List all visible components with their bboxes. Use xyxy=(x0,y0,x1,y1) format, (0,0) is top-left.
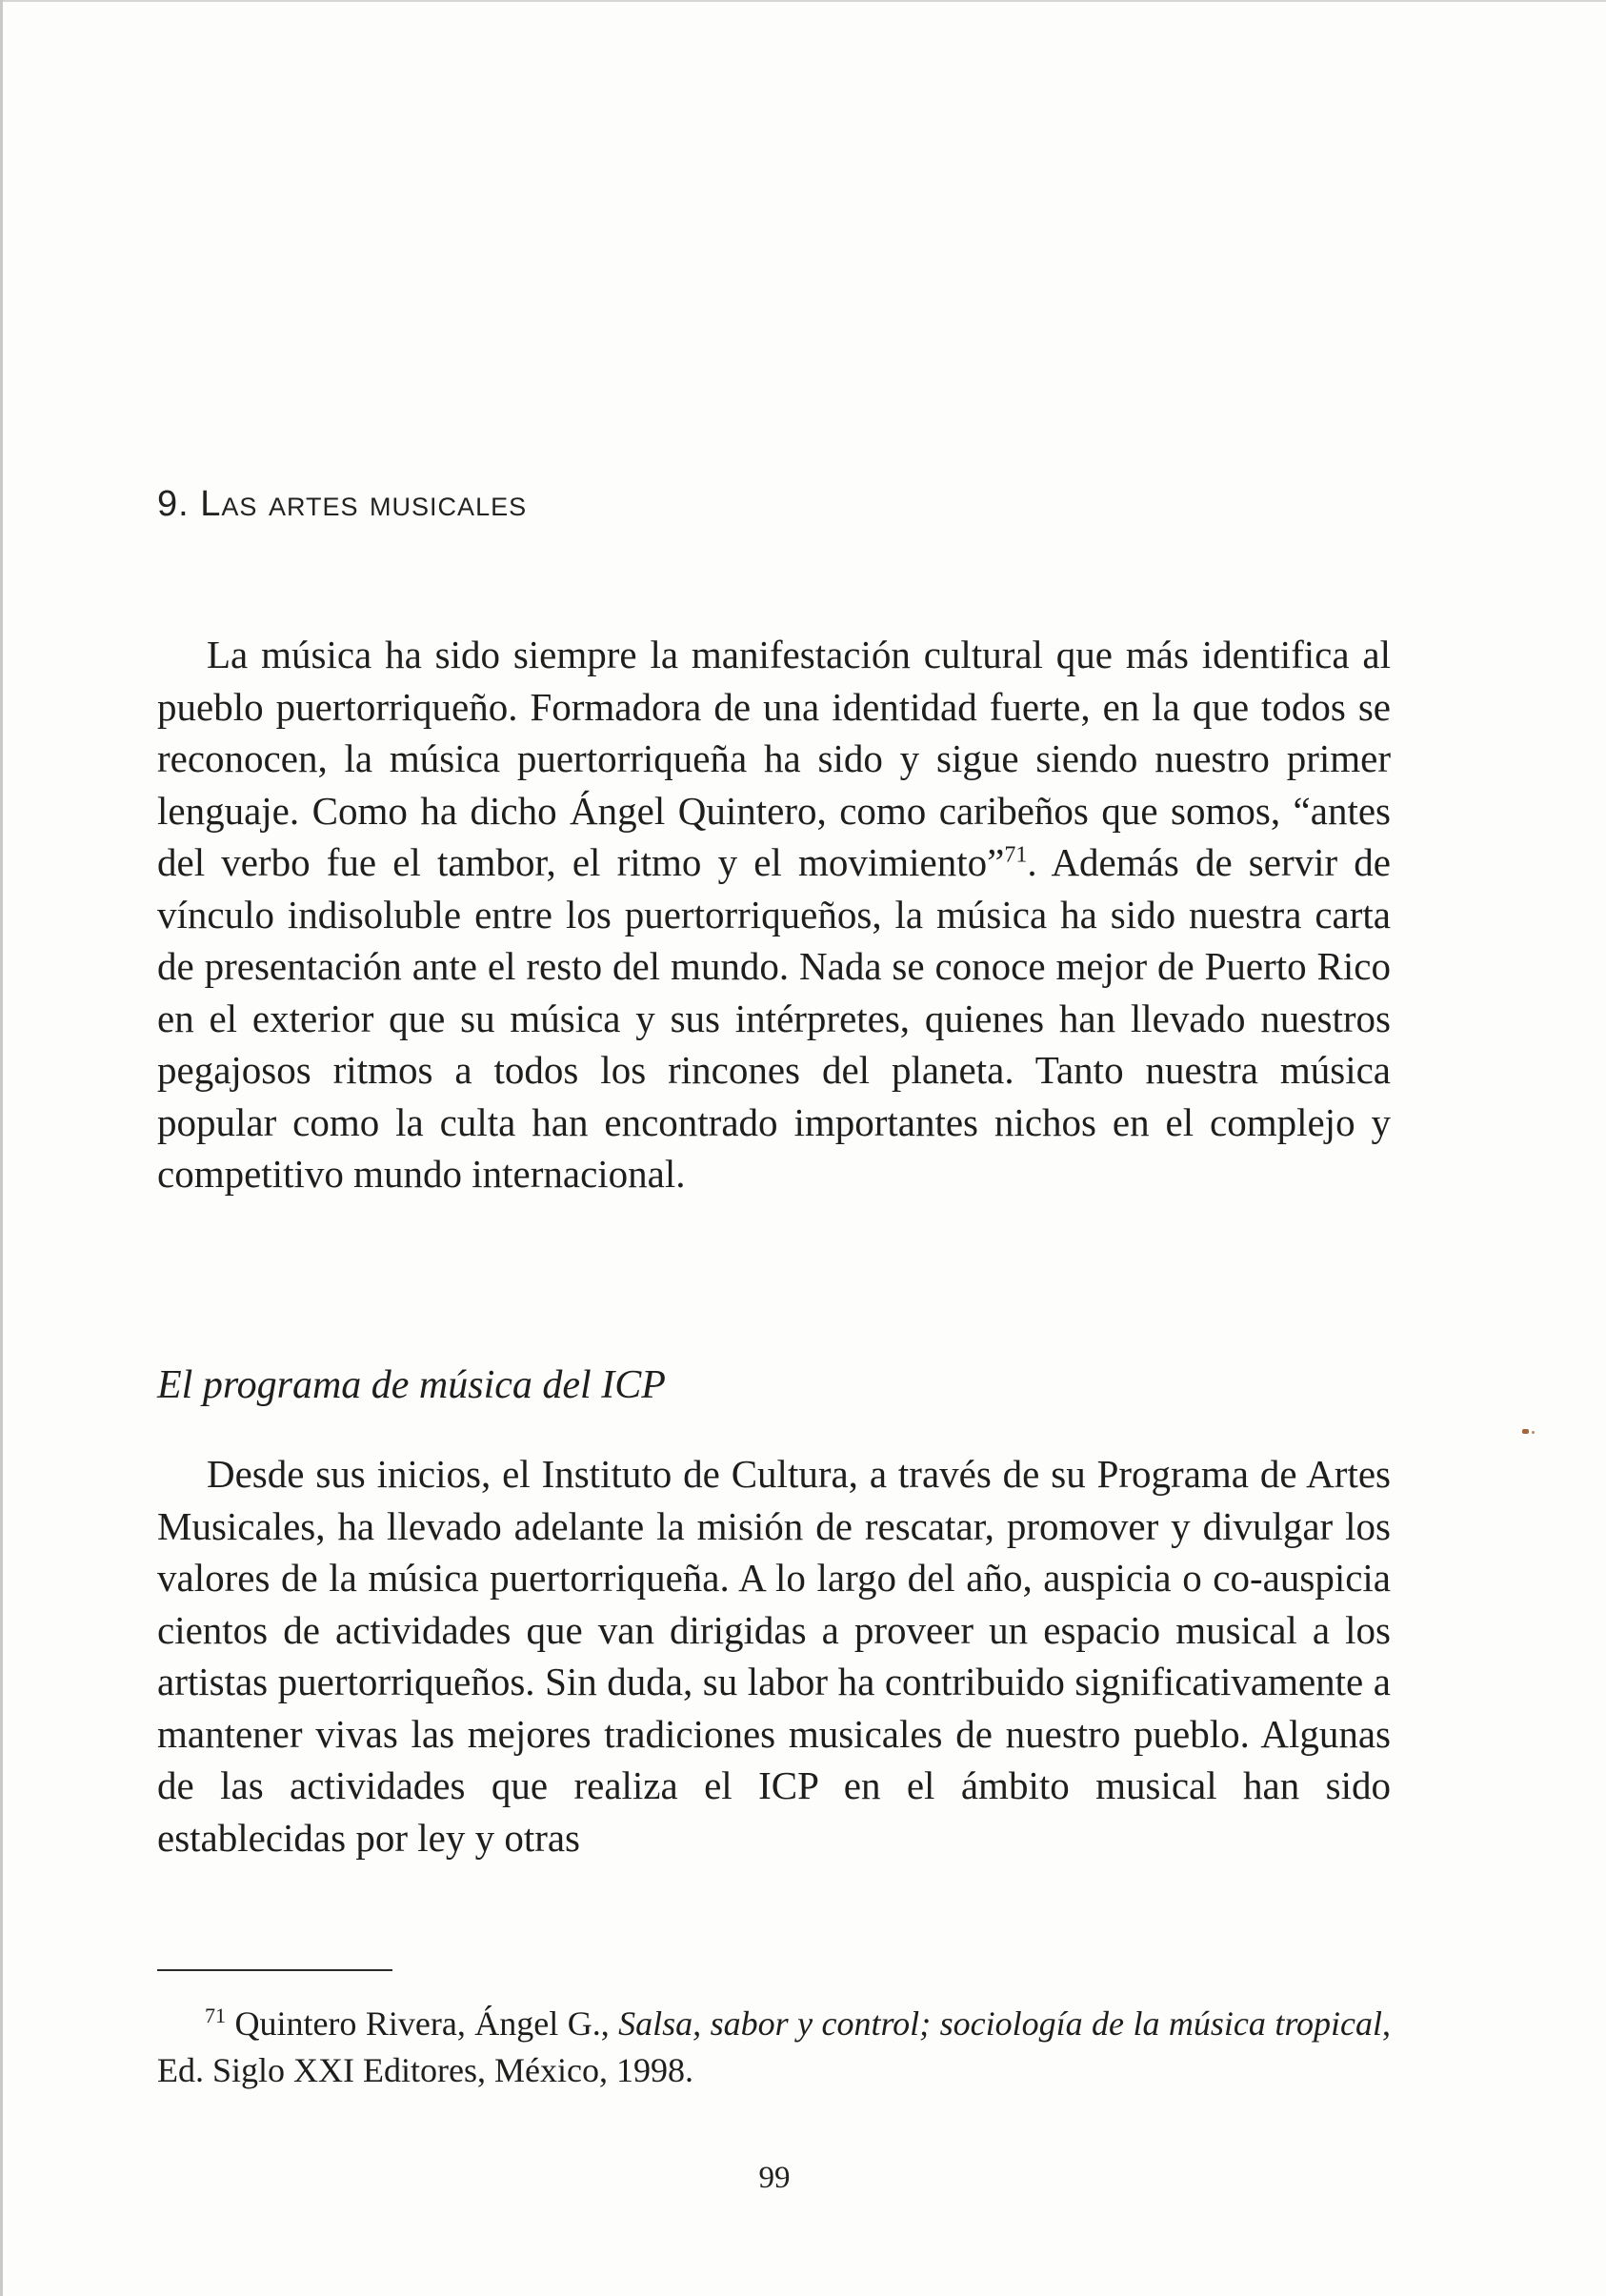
paragraph-text-continued: . Además de servir de vínculo indisoluble entre los puertorriqueños, la música ha sido nuestra carta de presentación ante el resto del mundo. Nada se conoce mejor de Puerto Rico en el exterior que su música y sus intérpretes, quienes han llevado nuestros pegajosos ritmos a todos los rincones del planeta. Tanto nuestra música popular como la culta han encontrado importantes nichos en el complejo y competitivo mundo internacional. xyxy=(157,840,1391,1196)
page-number: 99 xyxy=(758,2161,791,2195)
footnote-divider xyxy=(157,1969,392,1971)
footnote-number: 71 xyxy=(205,2004,226,2027)
subsection-heading: El programa de música del ICP xyxy=(157,1363,666,1407)
footnote-publication: , Ed. Siglo XXI Editores, México, 1998. xyxy=(157,2004,1392,2089)
page-edge-left xyxy=(0,0,3,2296)
ink-speck-small xyxy=(1532,1431,1535,1434)
paragraph-text: La música ha sido siempre la manifestación cultural que más identifica al pueblo puertorriqueño. Formadora de una identidad fuerte, en la que todos se reconocen, la música puertorriqueña ha sido y sigue siendo nuestro primer lenguaje. Como ha dicho Ángel Quintero, como caribeños que somos, “antes del verbo fue el tambor, el ritmo y el movimiento” xyxy=(157,633,1391,884)
section-title-text: Las artes musicales xyxy=(200,484,528,524)
section-number: 9. xyxy=(157,484,190,524)
ink-speck xyxy=(1522,1429,1529,1434)
section-heading xyxy=(157,484,527,525)
footnote-reference: 71 xyxy=(1004,842,1028,868)
page-edge-top xyxy=(0,0,1606,2)
paragraph-music-identity xyxy=(157,629,1391,1200)
footnote xyxy=(157,2001,1391,2094)
footnote-work-title: Salsa, sabor y control; sociología de la música tropical xyxy=(618,2004,1383,2043)
paragraph-icp-program xyxy=(157,1448,1391,1863)
footnote-author: Quintero Rivera, Ángel G., xyxy=(234,2004,610,2043)
paragraph-text: Desde sus inicios, el Instituto de Cultura, a través de su Programa de Artes Musicales, ha llevado adelante la misión de rescatar, promover y divulgar los valores de la música puertorriqueña. A lo largo del año, auspicia o co-auspicia cientos de actividades que van dirigidas a proveer un espacio musical a los artistas puertorriqueños. Sin duda, su labor ha contribuido significativamente a mantener vivas las mejores tradiciones musicales de nuestro pueblo. Algunas de las actividades que realiza el ICP en el ámbito musical han sido establecidas por ley y otras xyxy=(157,1452,1391,1860)
